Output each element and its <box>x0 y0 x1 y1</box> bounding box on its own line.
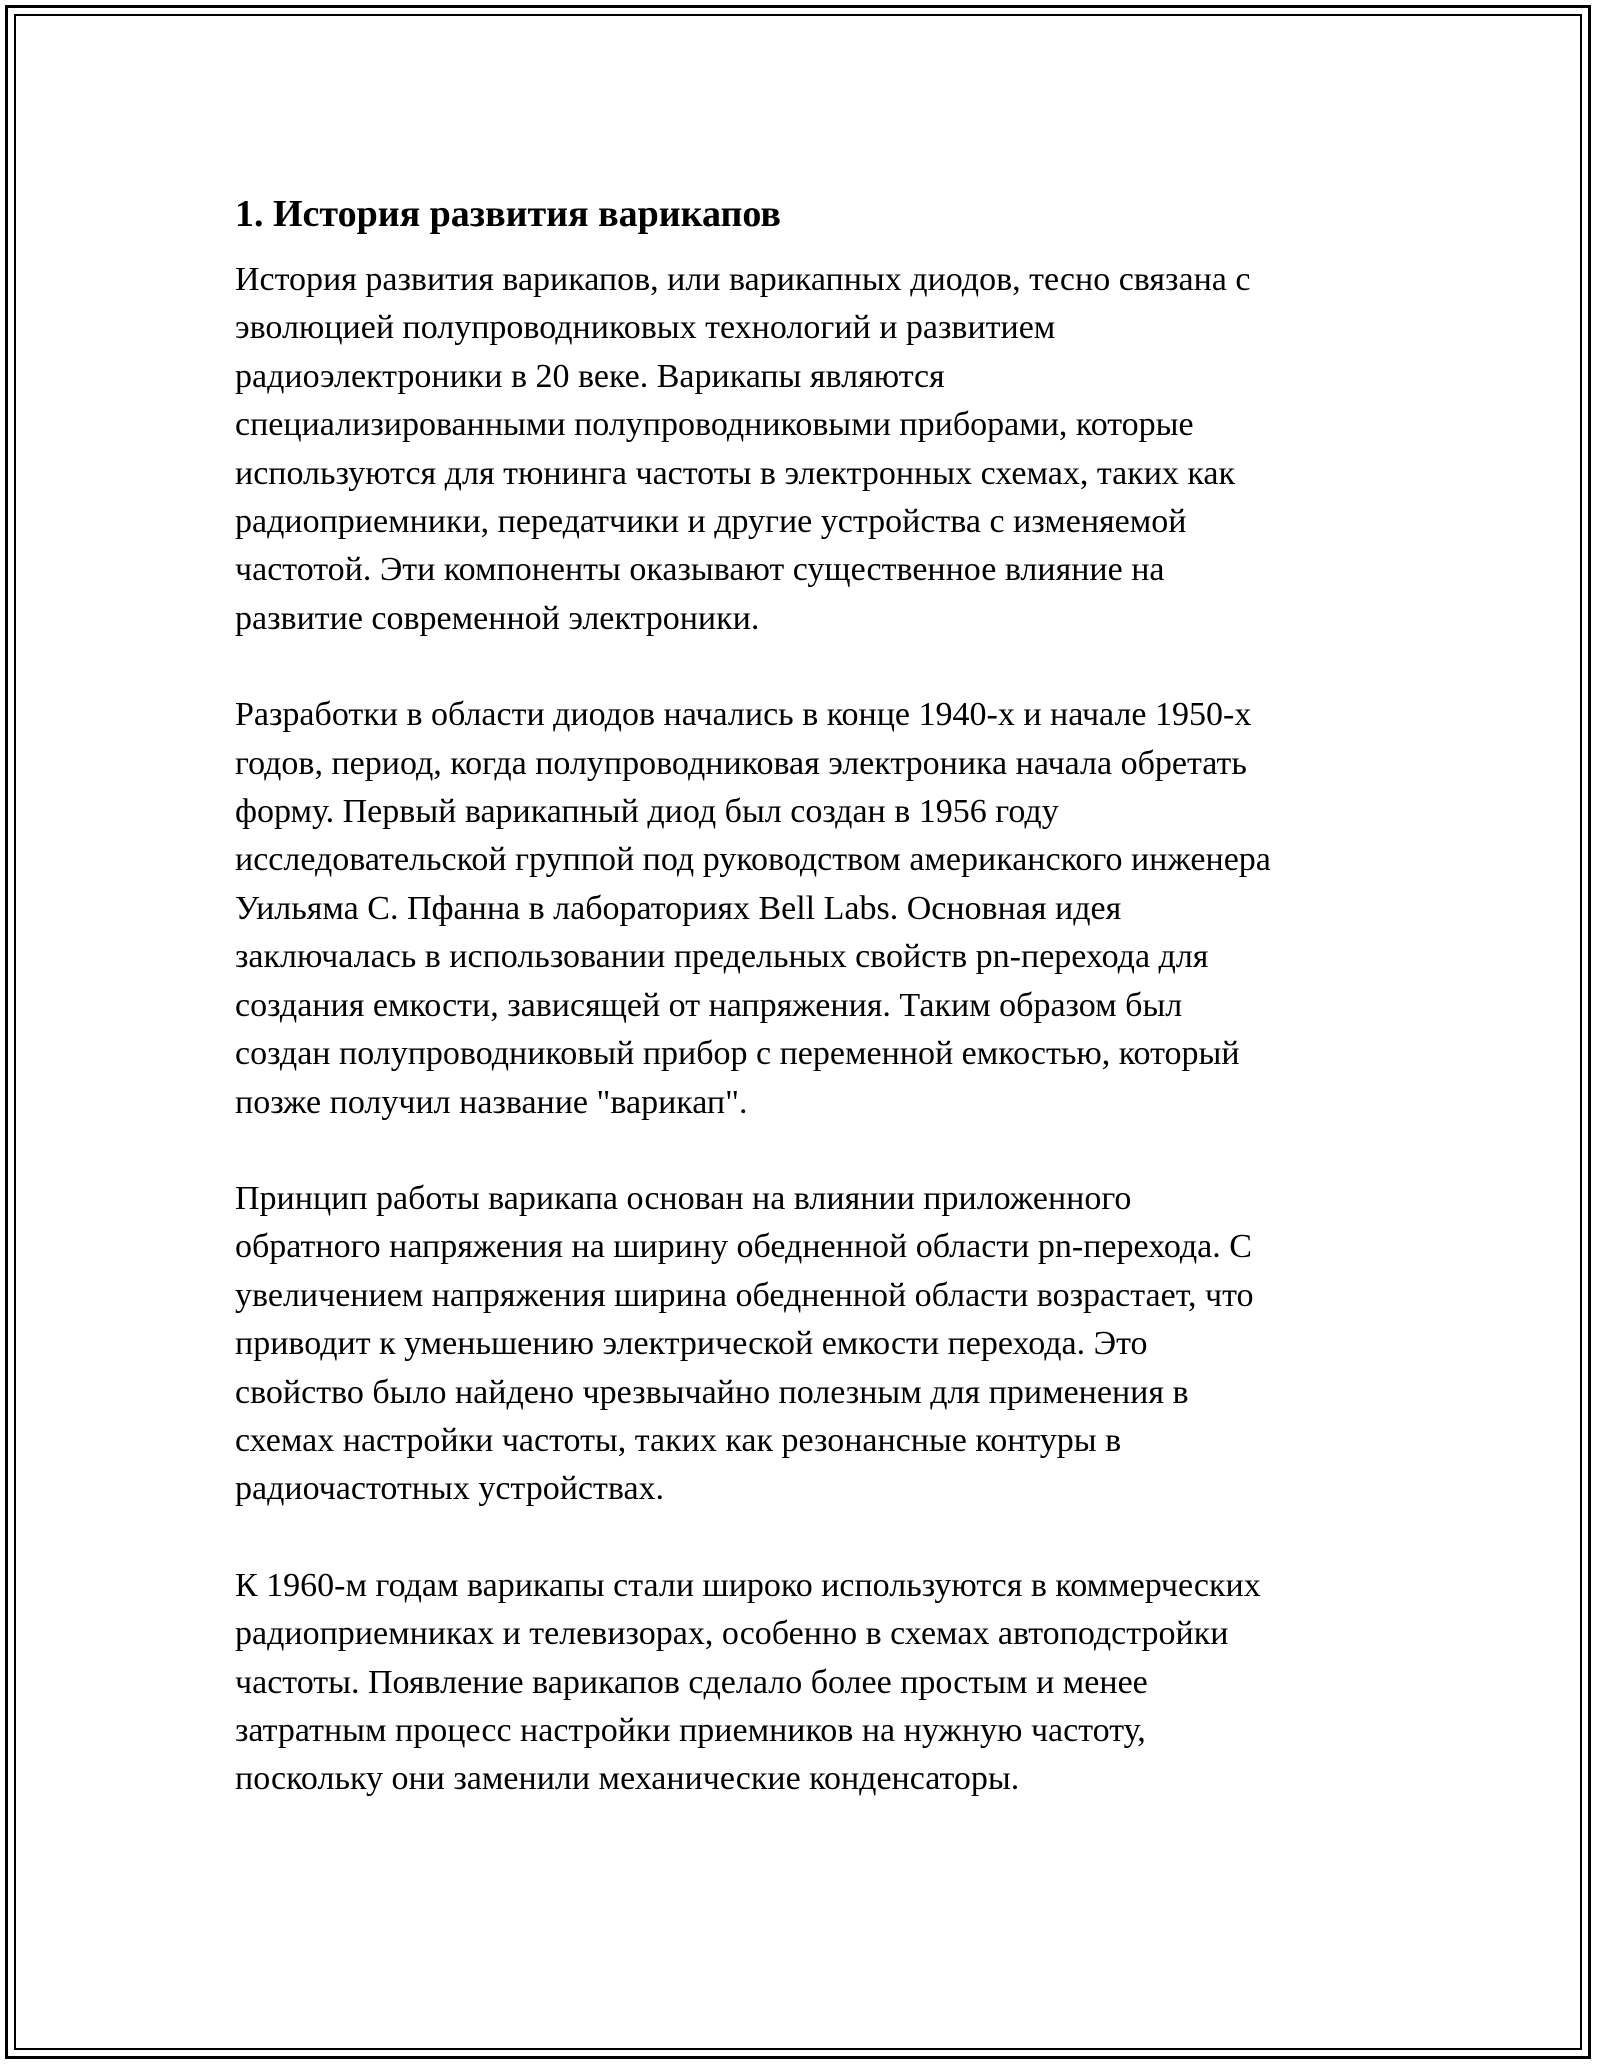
text-line: заключалась в использовании предельных свойств pn-перехода для <box>235 938 1209 976</box>
text-line: увеличением напряжения ширина обедненной области возрастает, что <box>235 1276 1254 1314</box>
text-line: К 1960-м годам варикапы стали широко используются в коммерческих <box>235 1566 1261 1604</box>
text-line: создан полупроводниковый прибор с переменной емкостью, который <box>235 1035 1240 1073</box>
text-line: частотой. Эти компоненты оказывают существенное влияние на <box>235 551 1165 589</box>
text-line: развитие современной электроники. <box>235 599 760 637</box>
document-body <box>235 186 1380 1852</box>
section-heading: 1. История развития варикапов <box>235 193 781 235</box>
text-line: обратного напряжения на ширину обедненной области pn-перехода. С <box>235 1228 1252 1266</box>
paragraph-3 <box>235 1175 1380 1514</box>
text-line: годов, период, когда полупроводниковая электроника начала обретать <box>235 744 1247 782</box>
text-line: используются для тюнинга частоты в электронных схемах, таких как <box>235 454 1236 492</box>
text-line: исследовательской группой под руководством американского инженера <box>235 841 1271 879</box>
text-line: радиочастотных устройствах. <box>235 1470 665 1508</box>
text-line: поскольку они заменили механические конденсаторы. <box>235 1760 1020 1798</box>
text-line: свойство было найдено чрезвычайно полезным для применения в <box>235 1373 1189 1411</box>
text-line: форму. Первый варикапный диод был создан в 1956 году <box>235 793 1059 831</box>
paragraph-4 <box>235 1562 1380 1804</box>
text-line: История развития варикапов, или варикапных диодов, тесно связана с <box>235 261 1251 298</box>
text-line: радиоприемники, передатчики и другие устройства с изменяемой <box>235 503 1187 541</box>
text-line: приводит к уменьшению электрической емкости перехода. Это <box>235 1325 1148 1363</box>
text-line: радиоприемниках и телевизорах, особенно в схемах автоподстройки <box>235 1615 1229 1653</box>
text-line: затратным процесс настройки приемников на нужную частоту, <box>235 1711 1146 1749</box>
text-line: Принцип работы варикапа основан на влиянии приложенного <box>235 1179 1132 1217</box>
text-line: специализированными полупроводниковыми приборами, которые <box>235 406 1194 444</box>
text-line: радиоэлектроники в 20 веке. Варикапы являются <box>235 357 945 395</box>
paragraph-1 <box>235 256 1380 643</box>
text-line: позже получил название "варикап". <box>235 1083 748 1121</box>
text-line: Разработки в области диодов начались в конце 1940-х и начале 1950-х <box>235 696 1252 734</box>
paragraph-2 <box>235 691 1380 1127</box>
text-line: схемах настройки частоты, таких как резонансные контуры в <box>235 1421 1122 1459</box>
text-line: эволюцией полупроводниковых технологий и развитием <box>235 309 1056 347</box>
text-line: Уильяма С. Пфанна в лабораториях Bell Labs. Основная идея <box>235 889 1122 927</box>
text-line: создания емкости, зависящей от напряжения. Таким образом был <box>235 986 1183 1024</box>
text-line: частоты. Появление варикапов сделало более простым и менее <box>235 1663 1148 1701</box>
